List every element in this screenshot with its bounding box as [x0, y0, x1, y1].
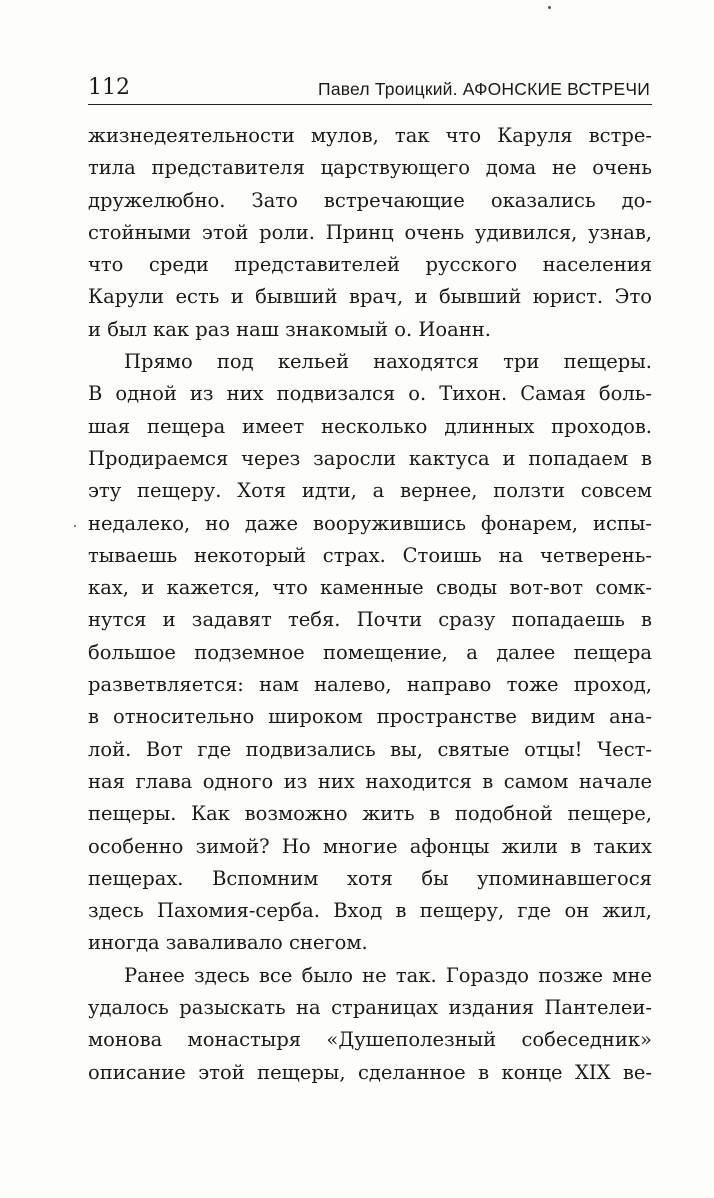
running-head: Павел Троицкий. АФОНСКИЕ ВСТРЕЧИ	[318, 79, 650, 99]
text-line: пещерах. Вспомним хотя бы упоминавшегося	[88, 866, 652, 890]
text-line: разветвляется: нам налево, направо тоже проход,	[88, 673, 652, 697]
scan-speck	[548, 6, 551, 9]
text-line: стойными этой роли. Принц очень удивился, узнав,	[88, 220, 652, 244]
page-number: 112	[88, 75, 130, 100]
text-line: и был как раз наш знакомый о. Иоанн.	[88, 317, 491, 341]
text-line: в относительно широком пространстве видим ана-	[88, 705, 652, 729]
text-line: что среди представителей русского населения	[88, 253, 652, 277]
paragraph-start-line: Ранее здесь все было не так. Гораздо позже мне	[124, 963, 652, 987]
text-line: В одной из них подвизался о. Тихон. Самая боль-	[88, 382, 652, 406]
text-line: пещеры. Как возможно жить в подобной пещере,	[88, 802, 652, 826]
text-line: эту пещеру. Хотя идти, а вернее, ползти совсем	[88, 479, 652, 503]
text-line: ках, и кажется, что каменные своды вот-вот сомк-	[88, 576, 652, 600]
text-line: шая пещера имеет несколько длинных проходов.	[88, 414, 652, 438]
text-line: недалеко, но даже вооружившись фонарем, испы-	[88, 511, 652, 535]
text-line: жизнедеятельности мулов, так что Каруля встре-	[88, 124, 652, 147]
text-line: дружелюбно. Зато встречающие оказались до-	[88, 188, 652, 212]
text-line: лой. Вот где подвизались вы, святые отцы! Чест-	[88, 737, 652, 761]
text-line: ная глава одного из них находится в самом начале	[88, 769, 652, 793]
text-line: особенно зимой? Но многие афонцы жили в таких	[88, 834, 652, 858]
text-line: монова монастыря «Душеполезный собеседник»	[88, 1028, 652, 1052]
text-line: тываешь некоторый страх. Стоишь на четверень-	[88, 543, 652, 567]
text-line: нутся и задавят тебя. Почти сразу попадаешь в	[88, 608, 652, 632]
paragraph-start-line: Прямо под кельей находятся три пещеры.	[124, 350, 652, 374]
header-rule	[88, 104, 652, 105]
text-line: Продираемся через заросли кактуса и попадаем в	[88, 446, 652, 470]
text-line: иногда заваливало снегом.	[88, 931, 368, 955]
text-line: удалось разыскать на страницах издания Пантелеи-	[88, 996, 652, 1020]
page-header	[88, 76, 650, 100]
scan-speck	[74, 525, 76, 527]
text-line: здесь Пахомия-серба. Вход в пещеру, где он жил,	[88, 899, 652, 923]
text-line: большое подземное помещение, а далее пещера	[88, 640, 652, 664]
body-text	[88, 120, 652, 1089]
text-line: описание этой пещеры, сделанное в конце XIX ве-	[88, 1060, 652, 1084]
text-line: Карули есть и бывший врач, и бывший юрист. Это	[88, 285, 652, 309]
text-line: тила представителя царствующего дома не очень	[88, 156, 652, 180]
